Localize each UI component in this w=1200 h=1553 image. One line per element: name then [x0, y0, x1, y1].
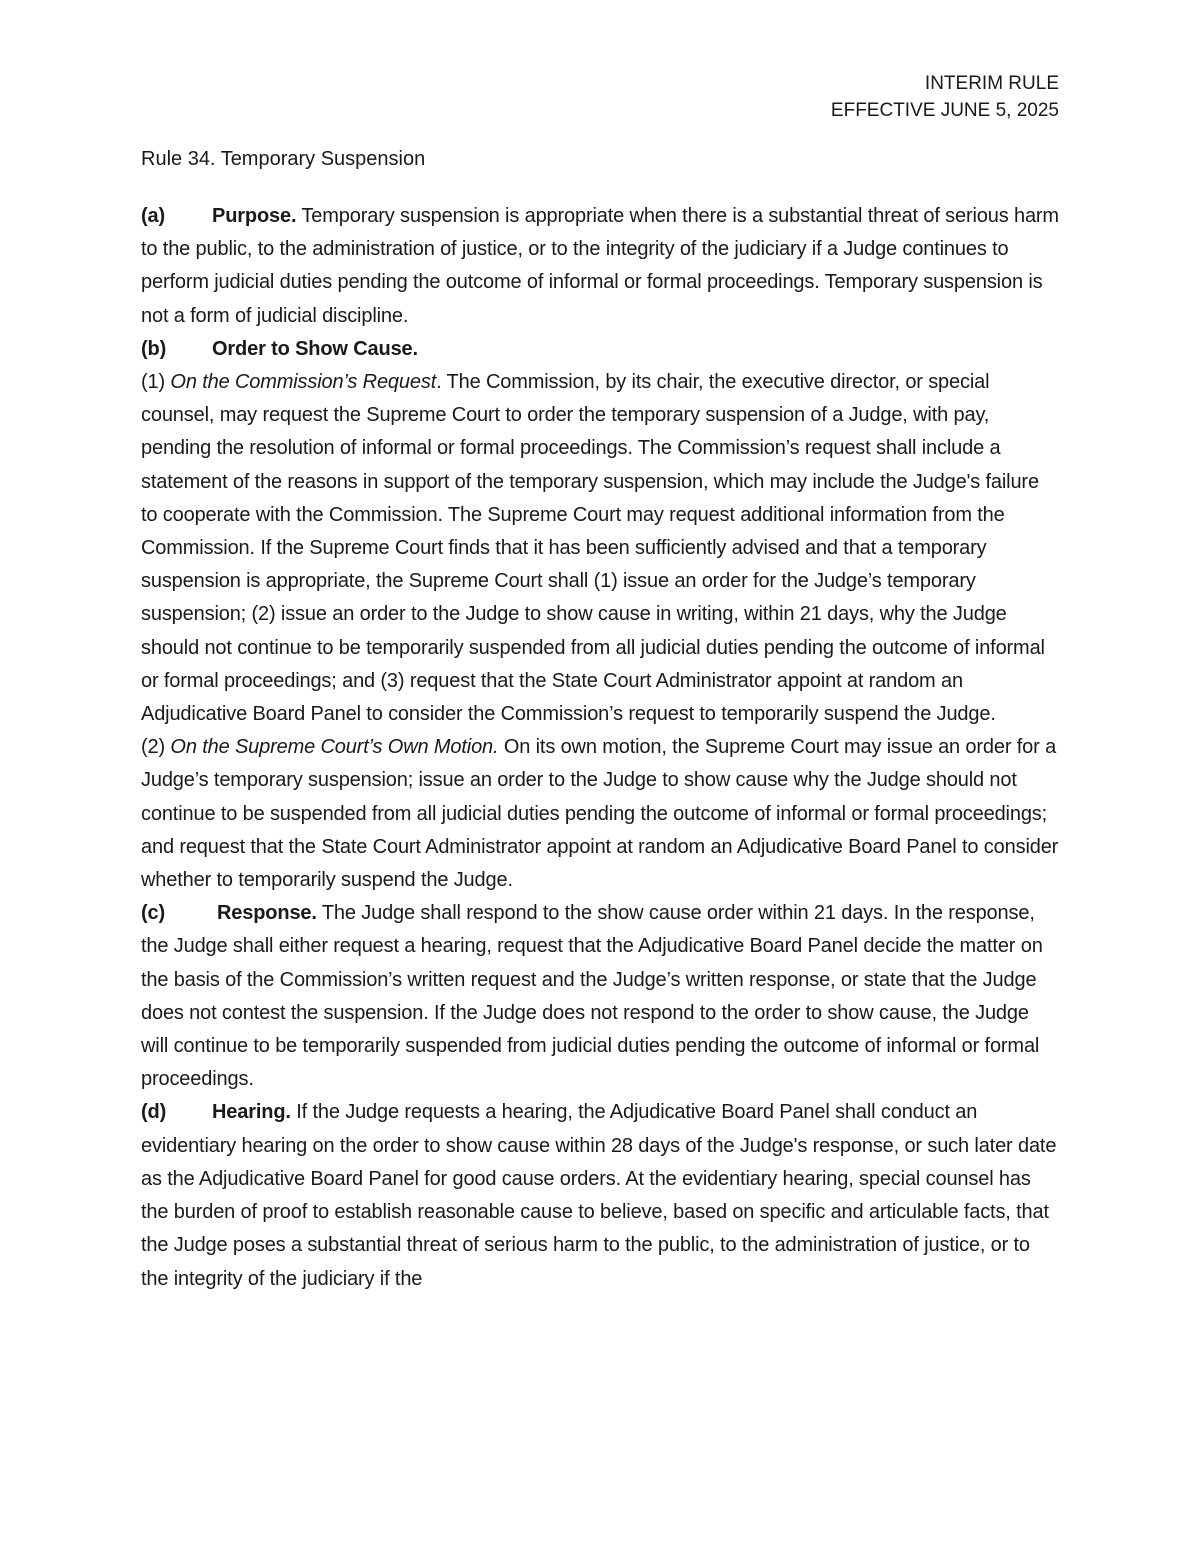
document-page: [141, 70, 1059, 1296]
section-c-title: Response.: [217, 902, 317, 925]
document-header: [141, 70, 1059, 124]
section-a: [141, 200, 1059, 333]
section-b-subsection-2: [141, 731, 1059, 897]
section-b: [141, 333, 1059, 366]
subsection-2-text: On its own motion, the Supreme Court may issue an order for a Judge’s temporary suspension; issue an order to the Judge to show cause why the Judge should not continue to be suspended from all judicial duties pending the outcome of informal or formal proceedings; and request that the State Court Administrator appoint at random an Adjudicative Board Panel to consider whether to temporarily suspend the Judge.: [141, 736, 1059, 892]
subsection-1-text: . The Commission, by its chair, the executive director, or special counsel, may request the Supreme Court to order the temporary suspension of a Judge, with pay, pending the resolution of informal or formal proceedings. The Commission’s request shall include a statement of the reasons in support of the temporary suspension, which may include the Judge's failure to cooperate with the Commission. The Supreme Court may request additional information from the Commission. If the Supreme Court finds that it has been sufficiently advised and that a temporary suspension is appropriate, the Supreme Court shall (1) issue an order for the Judge’s temporary suspension; (2) issue an order to the Judge to show cause in writing, within 21 days, why the Judge should not continue to be temporarily suspended from all judicial duties pending the outcome of informal or formal proceedings; and (3) request that the State Court Administrator appoint at random an Adjudicative Board Panel to consider the Commission’s request to temporarily suspend the Judge.: [141, 371, 1045, 726]
section-d-title: Hearing.: [212, 1101, 291, 1124]
section-c: [141, 897, 1059, 1096]
rule-body: [141, 200, 1059, 1296]
section-d-letter: (d): [141, 1101, 167, 1124]
rule-title: Rule 34. Temporary Suspension: [141, 148, 426, 170]
section-a-title: Purpose.: [212, 205, 297, 227]
subsection-1-number: (1): [141, 371, 171, 394]
section-d-text: If the Judge requests a hearing, the Adjudicative Board Panel shall conduct an evidentiary hearing on the order to show cause within 28 days of the Judge's response, or such later date as the Adjudicative Board Panel for good cause orders. At the evidentiary hearing, special counsel has the burden of proof to establish reasonable cause to believe, based on specific and articulable facts, that the Judge poses a substantial threat of serious harm to the public, to the administration of justice, or to the integrity of the judiciary if the: [141, 1101, 1057, 1290]
header-effective-date: EFFECTIVE JUNE 5, 2025: [830, 100, 1059, 121]
header-interim-rule: INTERIM RULE: [924, 73, 1059, 94]
section-b-title: Order to Show Cause.: [212, 337, 418, 360]
subsection-2-number: (2): [141, 736, 171, 759]
section-d: [141, 1096, 1059, 1295]
subsection-2-title: On the Supreme Court’s Own Motion.: [170, 736, 499, 759]
subsection-1-title: On the Commission’s Request: [170, 371, 437, 394]
section-c-text: The Judge shall respond to the show cause order within 21 days. In the response, the Judge shall either request a hearing, request that the Adjudicative Board Panel decide the matter on the basis of the Commission’s written request and the Judge’s written response, or state that the Judge does not contest the suspension. If the Judge does not respond to the order to show cause, the Judge will continue to be temporarily suspended from judicial duties pending the outcome of informal or formal proceedings.: [141, 902, 1043, 1091]
section-a-letter: (a): [141, 205, 165, 227]
section-b-letter: (b): [141, 337, 167, 360]
section-a-text: Temporary suspension is appropriate when there is a substantial threat of serious harm to the public, to the administration of justice, or to the integrity of the judiciary if a Judge continues to perform judicial duties pending the outcome of informal or formal proceedings. Temporary suspension is not a form of judicial discipline.: [141, 205, 1059, 327]
section-c-letter: (c): [141, 902, 165, 925]
section-b-subsection-1: [141, 366, 1059, 731]
